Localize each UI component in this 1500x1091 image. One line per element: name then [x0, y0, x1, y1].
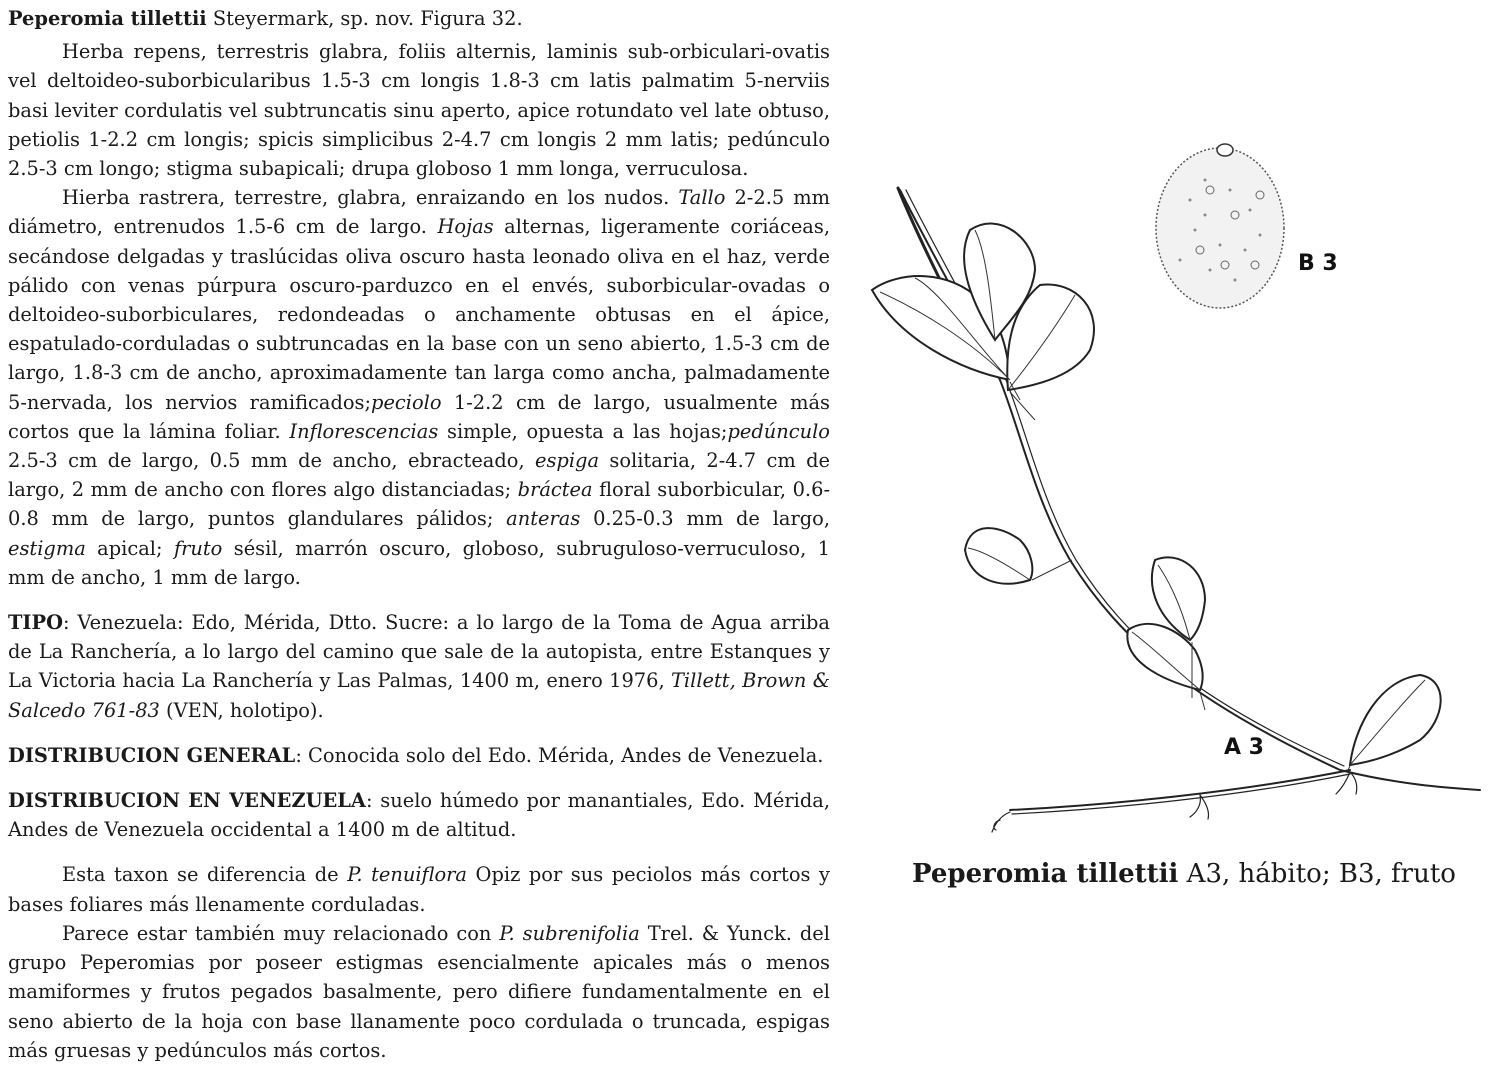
desc-text: 2.5-3 cm de largo, 0.5 mm de ancho, ebracteado, [8, 449, 535, 473]
heading-species: Peperomia tillettii [8, 7, 207, 30]
species-heading [8, 4, 830, 33]
tipo-end: (VEN, holotipo). [159, 698, 324, 722]
term-bractea: bráctea [517, 478, 593, 502]
tipo-text: : Venezuela: Edo, Mérida, Dtto. Sucre: a lo largo de la Toma de Agua arriba de La Ranchería, a lo largo del camino que sale de la autopista, entre Estanques y La Victoria hacia La Ranchería y Las Palmas, 1400 m, enero 1976, [8, 611, 830, 693]
tipo-paragraph [8, 608, 830, 725]
note1-species: P. tenuiflora [347, 863, 467, 887]
runner-stem [1010, 770, 1350, 810]
desc-text: 2-2.5 mm diámetro, entrenudos 1.5-6 cm de largo. [8, 186, 831, 239]
dist-general-text: : Conocida solo del Edo. Mérida, Andes de Venezuela. [295, 743, 824, 767]
desc-text: Hierba rastrera, terrestre, glabra, enraizando en los nudos. [62, 186, 679, 210]
desc-text: alternas, ligeramente coriáceas, secándose delgadas y traslúcidas oliva oscuro hasta leonado oliva en el haz, verde pálido con venas púrpura oscuro-parduzco en el envés, suborbicular-ovadas o deltoideo-suborbiculares, redondeadas o anchamente obtusas en el ápice, espatulado-corduladas o subtruncadas en la base con un seno abierto, 1.5-3 cm de largo, 1.8-3 cm de ancho, aproximadamente tan larga como ancha, palmadamente 5-nervada, los nervios ramificados; [8, 215, 830, 414]
article-text [8, 4, 830, 1065]
term-tallo: Tallo [678, 186, 726, 210]
note-paragraph-1 [8, 860, 830, 918]
caption-text: A3, hábito; B3, fruto [1178, 859, 1456, 889]
term-estigma: estigma [8, 536, 86, 560]
leaf [1350, 675, 1441, 765]
description-paragraph [8, 183, 830, 592]
tipo-collectors: Tillett, Brown & Salcedo 761-83 [8, 669, 830, 722]
desc-text: apical; [85, 536, 174, 560]
label-b3: B 3 [1298, 251, 1338, 276]
term-inflorescencias: Inflorescencias [289, 419, 439, 443]
desc-text: floral suborbicular, 0.6-0.8 mm de largo, puntos glandulares pálidos; [8, 478, 830, 531]
plant-illustration [860, 120, 1490, 850]
note2-text: Parece estar también muy relacionado con [62, 921, 500, 945]
roots [992, 772, 1357, 832]
dist-general-paragraph [8, 741, 830, 770]
dist-venezuela-text: : suelo húmedo por manantiales, Edo. Mérida, Andes de Venezuela occidental a 1400 m de altitud. [8, 789, 831, 842]
note-paragraph-2 [8, 919, 830, 1065]
term-fruto: fruto [173, 536, 223, 560]
label-a3: A 3 [1224, 735, 1264, 760]
desc-text: sésil, marrón oscuro, globoso, subruguloso-verruculoso, 1 mm de ancho, 1 mm de largo. [8, 536, 830, 589]
latin-diagnosis: Herba repens, terrestris glabra, foliis alternis, laminis sub-orbiculari-ovatis vel deltoideo-suborbicularibus 1.5-3 cm longis 1.8-3 cm latis palmatim 5-nerviis basi leviter cordulatis vel subtruncatis sinu aperto, apice rotundato vel late obtuso, petiolis 1-2.2 cm longis; spicis simplicibus 2-4.7 cm longis 2 mm latis; pedúnculo 2.5-3 cm longo; stigma subapicali; drupa globoso 1 mm longa, verruculosa. [8, 40, 830, 181]
figure-caption [912, 857, 1472, 891]
term-peciolo: peciolo [371, 390, 442, 414]
dist-general-label: DISTRIBUCION GENERAL [8, 743, 296, 767]
caption-species: Peperomia tillettii [912, 859, 1179, 889]
desc-text: 0.25-0.3 mm de largo, [580, 507, 830, 531]
desc-text: 1-2.2 cm de largo, usualmente más cortos que la lámina foliar. [8, 390, 830, 443]
term-hojas: Hojas [437, 215, 494, 239]
desc-text: simple, opuesta a las hojas; [438, 419, 728, 443]
dist-venezuela-label: DISTRIBUCION EN VENEZUELA [8, 789, 366, 813]
term-pedunculo: pedúnculo [727, 419, 830, 443]
heading-rest: Steyermark, sp. nov. Figura 32. [206, 7, 523, 30]
term-espiga: espiga [535, 449, 600, 473]
note1-text: Esta taxon se diferencia de [62, 863, 348, 887]
note2-text: Trel. & Yunck. del grupo Peperomias por poseer estigmas esencialmente apicales más o menos mamiformes y frutos pegados basalmente, pero difiere fundamentalmente en el seno abierto de la hoja con base llanamente poco cordulada o truncada, espigas más gruesas y pedúnculos más cortos. [8, 921, 830, 1062]
note1-text: Opiz por sus peciolos más cortos y bases foliares más llenamente corduladas. [8, 863, 831, 916]
dist-venezuela-paragraph [8, 786, 830, 844]
note2-species: P. subrenifolia [499, 921, 640, 945]
fruit-drawing [1156, 144, 1284, 308]
term-anteras: anteras [506, 507, 581, 531]
desc-text: solitaria, 2-4.7 cm de largo, 2 mm de ancho con flores algo distanciadas; [8, 449, 830, 502]
tipo-label: TIPO [8, 611, 63, 635]
